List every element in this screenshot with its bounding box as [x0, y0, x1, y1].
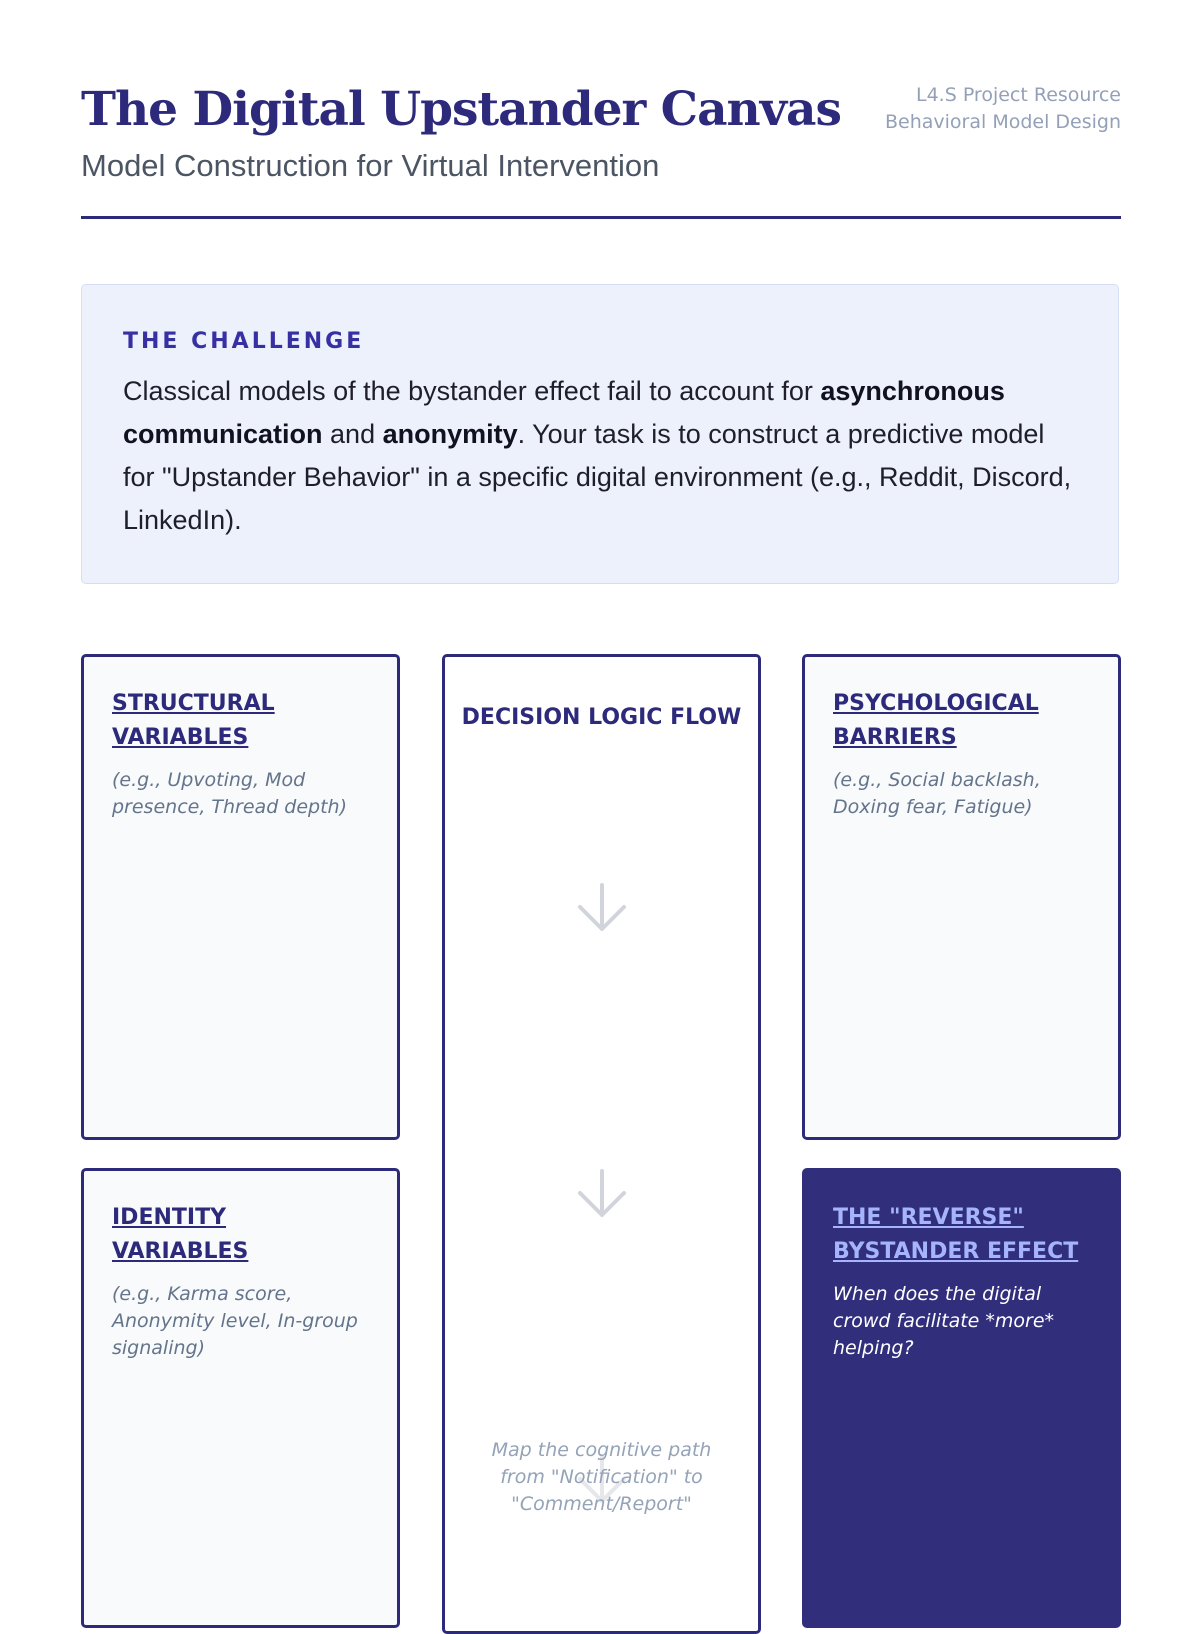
challenge-box: [81, 284, 1119, 584]
decision-logic-flow-note: Map the cognitive path from "Notification" to "Comment/Report": [491, 1439, 712, 1515]
challenge-bold-anonymity: anonymity: [382, 419, 518, 449]
challenge-text-part1: Classical models of the bystander effect fail to account for: [123, 376, 821, 406]
structural-variables-title: STRUCTURAL VARIABLES: [112, 691, 275, 750]
psychological-barriers-card[interactable]: [802, 654, 1121, 1140]
challenge-heading: THE CHALLENGE: [123, 329, 365, 354]
psychological-barriers-title: PSYCHOLOGICAL BARRIERS: [833, 691, 1039, 750]
arrow-down-icon: [574, 879, 630, 935]
identity-variables-hint: (e.g., Karma score, Anonymity level, In-group signaling): [112, 1283, 358, 1359]
identity-variables-card[interactable]: [81, 1168, 400, 1628]
reverse-bystander-effect-hint: When does the digital crowd facilitate *more* helping?: [833, 1283, 1055, 1359]
reverse-bystander-effect-title: THE "REVERSE" BYSTANDER EFFECT: [833, 1205, 1079, 1264]
challenge-text: [123, 370, 1077, 542]
meta-project-resource: L4.S Project Resource: [916, 84, 1121, 106]
challenge-bold-async: asynchronous communication: [123, 376, 1005, 449]
resource-meta: [885, 82, 1121, 136]
challenge-text-part2: and: [322, 419, 383, 449]
identity-variables-title: IDENTITY VARIABLES: [112, 1205, 249, 1264]
arrow-down-icon: [574, 1165, 630, 1221]
decision-logic-flow-title: DECISION LOGIC FLOW: [461, 705, 742, 730]
structural-variables-card[interactable]: [81, 654, 400, 1140]
structural-variables-hint: (e.g., Upvoting, Mod presence, Thread depth): [112, 769, 348, 818]
reverse-bystander-effect-card[interactable]: [802, 1168, 1121, 1628]
psychological-barriers-hint: (e.g., Social backlash, Doxing fear, Fatigue): [833, 769, 1041, 818]
page-title: The Digital Upstander Canvas: [81, 82, 841, 137]
meta-model-design: Behavioral Model Design: [884, 111, 1121, 133]
page-header: [81, 80, 1121, 219]
decision-logic-flow-card[interactable]: [442, 654, 761, 1634]
page-subtitle: Model Construction for Virtual Intervention: [81, 148, 660, 183]
challenge-text-part3: . Your task is to construct a predictive model for "Upstander Behavior" in a specific digital environment (e.g., Reddit, Discord, LinkedIn).: [123, 419, 1072, 535]
